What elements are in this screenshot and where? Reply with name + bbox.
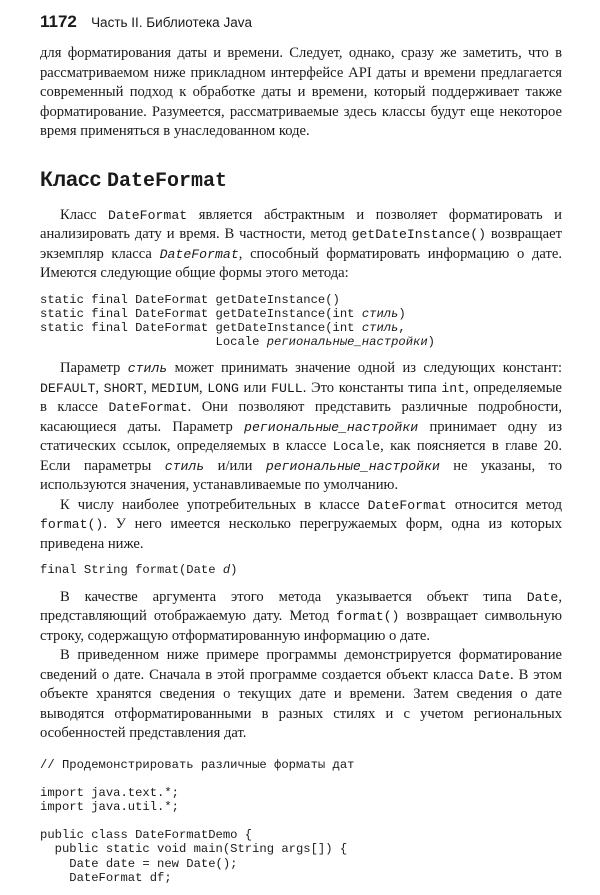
page-number: 1172	[40, 12, 77, 31]
code-block-format-signature: final String format(Date d)	[40, 563, 238, 578]
paragraph-dateformat-description: Класс DateFormat является абстрактным и позволяет форматировать и анализировать дату и время. В частности, метод getDateInstance() возвращает экземпляр класса DateFormat, способный форматировать информацию о дате. Имеются следующие общие формы этого метода:	[40, 206, 562, 281]
paragraph-intro: для форматирования даты и времени. Следует, однако, сразу же заметить, что в рассматриваемом ниже прикладном интерфейсе API даты и времени предлагается современный подход к обработке даты и времени, который поддерживает также форматирование. Разумеется, рассматриваемые здесь классы будут еще некоторое время применяться в унаследованном коде.	[40, 45, 562, 139]
paragraph-example-intro: В приведенном ниже примере программы демонстрируется форматирование сведений о дате. Сначала в этой программе создается объект класса Date. В этом объекте хранятся сведения о текущих дате и времени. Затем сведения о дате выводятся отформатированными в разных стилях и с учетом региональных особенностей представления дат.	[40, 647, 562, 742]
paragraph-format-method: К числу наиболее употребительных в классе DateFormat относится метод format(). У него имеется несколько перегружаемых форм, одна из которых приведена ниже.	[40, 496, 563, 552]
paragraph-format-argument: В качестве аргумента этого метода указывается объект типа Date, представляющий отображаемую дату. Метод format() возвращает символьную строку, содержащую отформатированную информацию о дате.	[40, 588, 563, 644]
section-heading: Класс DateFormat	[40, 167, 228, 193]
running-header	[40, 12, 252, 32]
code-block-getdateinstance: static final DateFormat getDateInstance() static final DateFormat getDateInstance(int стиль) static final DateFormat getDateInstance(int стиль, Locale региональные_настройки)	[40, 292, 435, 350]
code-block-example-program: // Продемонстрировать различные форматы дат import java.text.*; import java.util.*; public class DateFormatDemo { public static void main(String args[]) { Date date = new Date(); DateFormat df;	[40, 757, 355, 885]
section-title: Часть II. Библиотека Java	[91, 15, 252, 30]
page-body	[40, 44, 562, 895]
paragraph-style-param: Параметр стиль может принимать значение одной из следующих констант: DEFAULT, SHORT, MEDIUM, LONG или FULL. Это константы типа int, определяемые в классе DateFormat. Они позволяют представить различные подробности, касающиеся даты. Параметр региональные_настройки принимает одну из статических ссылок, определяемых в классе Locale, как поясняется в главе 20. Если параметры стиль и/или региональные_настройки не указаны, то используются значения, устанавливаемые по умолчанию.	[40, 360, 563, 494]
